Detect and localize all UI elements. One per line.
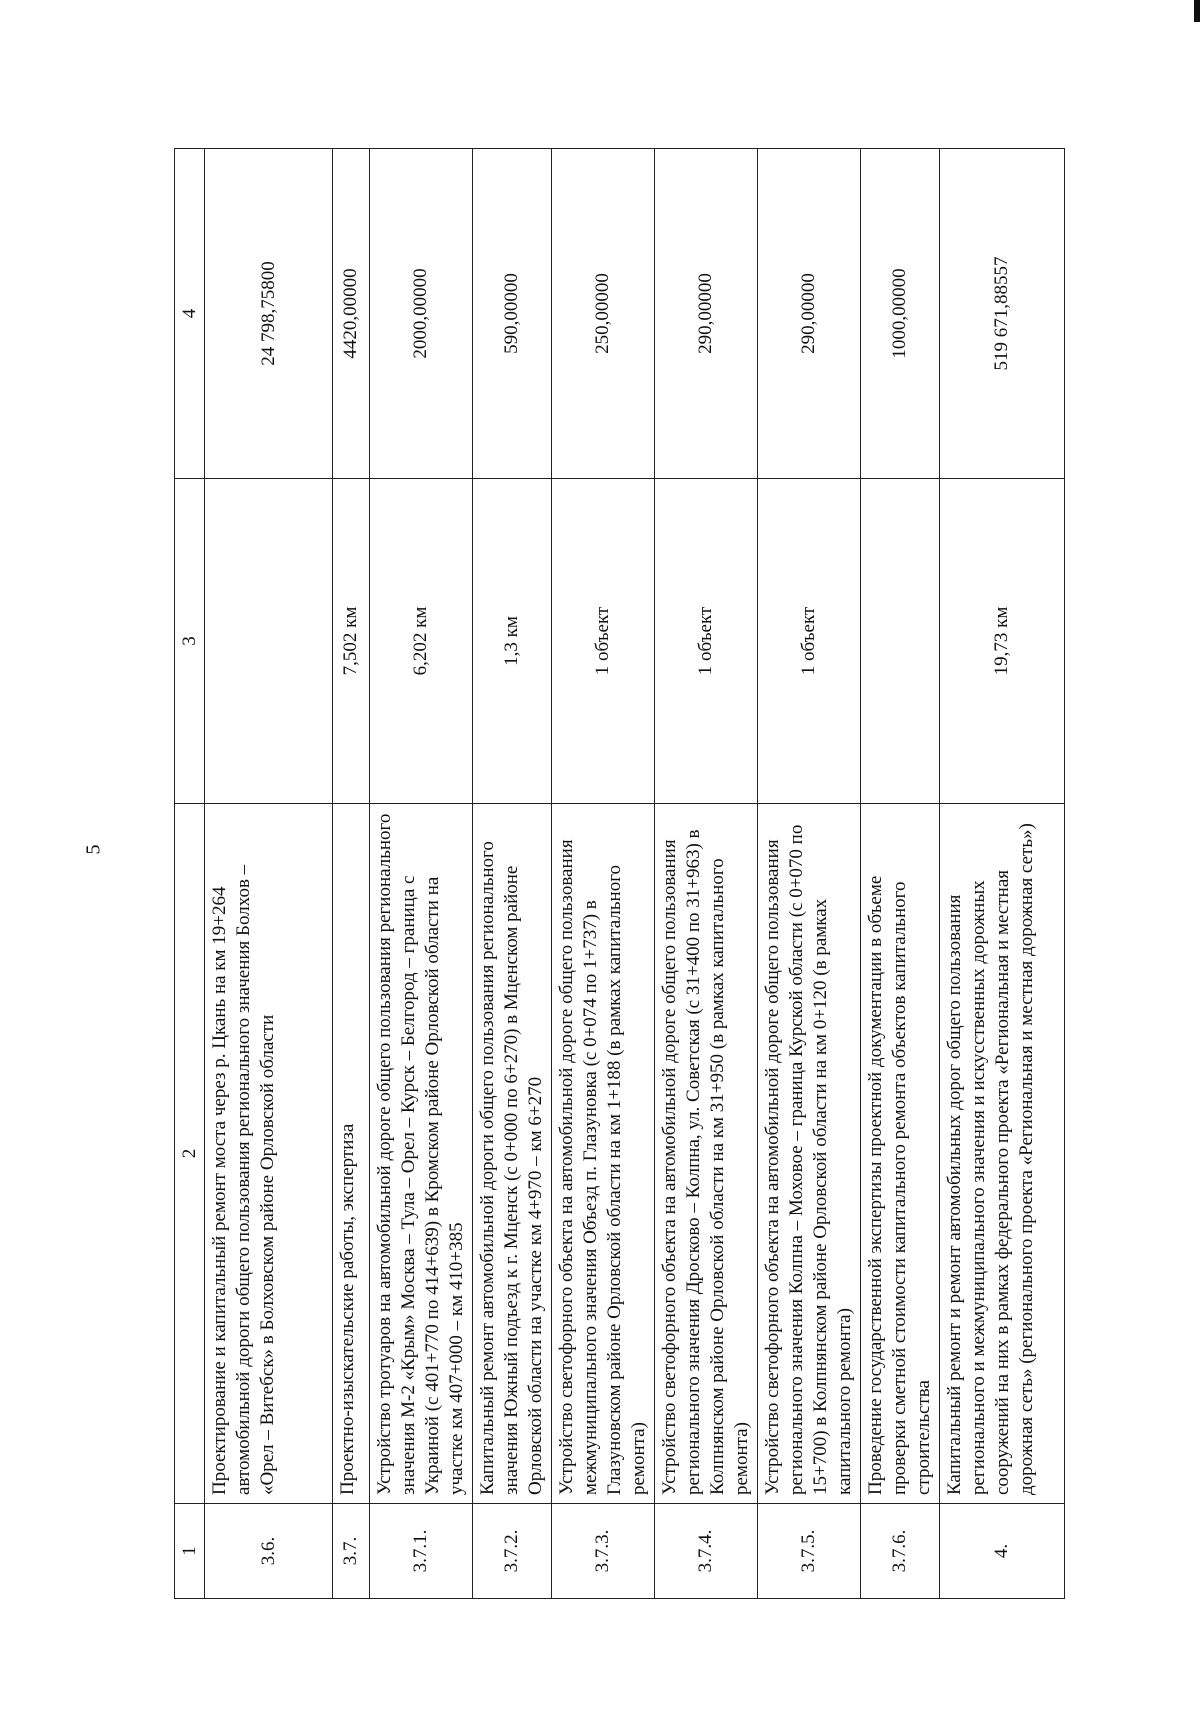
row-number: 3.7.4. [655, 1504, 758, 1599]
row-quantity: 1 объект [758, 479, 861, 804]
row-description: Проектно-изыскательские работы, экспертиза [333, 804, 370, 1504]
row-description: Проведение государственной экспертизы проектной документации в объеме проверки сметной стоимости капитального ремонта объектов капитального строительства [861, 804, 940, 1504]
row-number: 3.7.1. [370, 1504, 473, 1599]
row-amount: 1000,00000 [861, 149, 940, 479]
row-amount: 250,00000 [552, 149, 655, 479]
row-number: 3.7.3. [552, 1504, 655, 1599]
row-number: 4. [940, 1504, 1065, 1599]
row-quantity: 19,73 км [940, 479, 1065, 804]
row-description: Устройство светофорного объекта на автомобильной дороге общего пользования регионального значения Колпна – Моховое – граница Курской области (с 0+070 по 15+700) в Колпнянском районе Орловской области на км 0+120 (в рамках капитального ремонта) [758, 804, 861, 1504]
row-amount: 290,00000 [655, 149, 758, 479]
row-amount: 4420,00000 [333, 149, 370, 479]
table-row [370, 149, 473, 1599]
header-cell-4: 4 [175, 149, 205, 479]
row-amount: 2000,00000 [370, 149, 473, 479]
row-quantity: 1,3 км [473, 479, 552, 804]
row-quantity: 1 объект [552, 479, 655, 804]
row-description: Капитальный ремонт и ремонт автомобильных дорог общего пользования регионального и межмуниципального значения и искусственных дорожных сооружений на них в рамках федерального проекта «Региональная и местная дорожная сеть» (регионального проекта «Региональная и местная дорожная сеть») [940, 804, 1065, 1504]
row-quantity: 7,502 км [333, 479, 370, 804]
row-amount: 590,00000 [473, 149, 552, 479]
table-row [552, 149, 655, 1599]
row-amount: 519 671,88557 [940, 149, 1065, 479]
table-row [655, 149, 758, 1599]
table-row [333, 149, 370, 1599]
table-row [758, 149, 861, 1599]
row-number: 3.6. [205, 1504, 333, 1599]
row-number: 3.7. [333, 1504, 370, 1599]
row-description: Устройство светофорного объекта на автомобильной дороге общего пользования межмуниципального значения Объезд п. Глазуновка (с 0+074 по 1+737) в Глазуновском районе Орловской области на км 1+188 (в рамках капитального ремонта) [552, 804, 655, 1504]
row-quantity [205, 479, 333, 804]
table-row [940, 149, 1065, 1599]
table-row [473, 149, 552, 1599]
header-cell-3: 3 [175, 479, 205, 804]
header-row [175, 149, 205, 1599]
row-description: Проектирование и капитальный ремонт моста через р. Цкань на км 19+264 автомобильной дороги общего пользования регионального значения Болхов – «Орел – Витебск» в Болховском районе Орловской области [205, 804, 333, 1504]
header-cell-1: 1 [175, 1504, 205, 1599]
row-quantity [861, 479, 940, 804]
row-description: Капитальный ремонт автомобильной дороги общего пользования регионального значения Южный подъезд к г. Мценск (с 0+000 по 6+270) в Мценском районе Орловской области на участке км 4+970 – км 6+270 [473, 804, 552, 1504]
row-description: Устройство тротуаров на автомобильной дороге общего пользования регионального значения М-2 «Крым» Москва – Тула – Орел – Курск – Белгород – граница с Украиной (с 401+770 по 414+639) в Кромском районе Орловской области на участке км 407+000 – км 410+385 [370, 804, 473, 1504]
works-table [174, 148, 1065, 1599]
row-quantity: 1 объект [655, 479, 758, 804]
scan-mark [1194, 0, 1200, 22]
page-number: 5 [82, 844, 105, 855]
header-cell-2: 2 [175, 804, 205, 1504]
table-row [205, 149, 333, 1599]
table-row [861, 149, 940, 1599]
row-number: 3.7.6. [861, 1504, 940, 1599]
table-wrapper [174, 149, 1037, 1599]
row-number: 3.7.2. [473, 1504, 552, 1599]
row-quantity: 6,202 км [370, 479, 473, 804]
row-number: 3.7.5. [758, 1504, 861, 1599]
row-amount: 24 798,75800 [205, 149, 333, 479]
row-description: Устройство светофорного объекта на автомобильной дороге общего пользования регионального значения Дросково – Колпна, ул. Советская (с 31+400 по 31+963) в Колпнянском районе Орловской области на км 31+950 (в рамках капитального ремонта) [655, 804, 758, 1504]
row-amount: 290,00000 [758, 149, 861, 479]
